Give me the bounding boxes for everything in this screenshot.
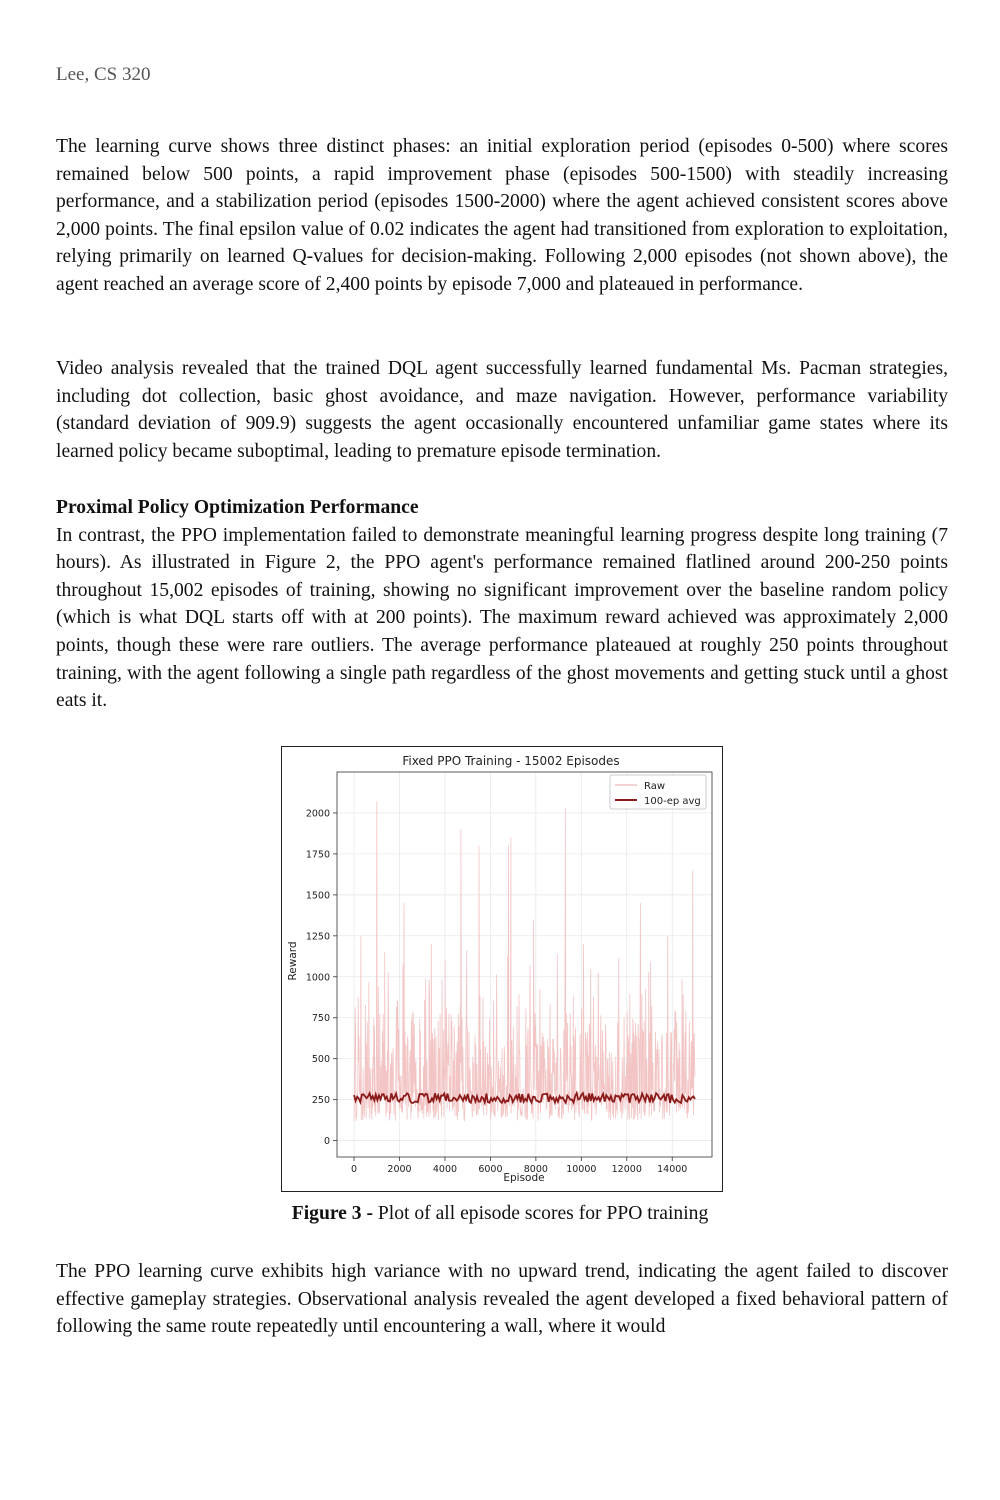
section-ppo bbox=[56, 494, 948, 715]
x-tick-label: 10000 bbox=[566, 1164, 597, 1175]
y-axis-label: Reward bbox=[287, 941, 299, 981]
y-tick-label: 500 bbox=[311, 1054, 330, 1066]
x-tick-label: 12000 bbox=[611, 1164, 642, 1175]
raw-series-line bbox=[354, 802, 695, 1122]
y-tick-label: 2000 bbox=[305, 808, 330, 820]
y-tick-label: 1500 bbox=[305, 890, 330, 902]
y-tick-label: 750 bbox=[311, 1013, 330, 1025]
x-tick-label: 0 bbox=[351, 1164, 358, 1175]
paragraph-ppo-performance: In contrast, the PPO implementation failed to demonstrate meaningful learning progress despite long training (7 hours). As illustrated in Figure 2, the PPO agent's performance remained flatlined around 200-250 points throughout 15,002 episodes of training, showing no significant improvement over the baseline random policy (which is what DQL starts off with at 200 points). The maximum reward achieved was approximately 2,000 points, though these were rare outliers. The average performance plateaued at roughly 250 points throughout training, with the agent following a single path regardless of the ghost movements and getting stuck until a ghost eats it. bbox=[56, 524, 948, 712]
x-tick-label: 2000 bbox=[387, 1164, 412, 1175]
chart-svg bbox=[282, 747, 724, 1193]
section-title: Proximal Policy Optimization Performance bbox=[56, 497, 419, 518]
figure-ppo-chart bbox=[281, 746, 723, 1192]
figure-caption bbox=[0, 1203, 1000, 1225]
x-tick-label: 14000 bbox=[657, 1164, 688, 1175]
y-tick-label: 1750 bbox=[305, 849, 330, 861]
x-tick-label: 6000 bbox=[478, 1164, 503, 1175]
paragraph-video-analysis: Video analysis revealed that the trained DQL agent successfully learned fundamental Ms. Pacman strategies, including dot collection, basic ghost avoidance, and maze navigation. However, performance variability (standard deviation of 909.9) suggests the agent occasionally encountered unfamiliar game states where its learned policy became suboptimal, leading to premature episode termination. bbox=[56, 358, 948, 462]
x-tick-label: 4000 bbox=[432, 1164, 458, 1175]
chart-title: Fixed PPO Training - 15002 Episodes bbox=[402, 754, 620, 768]
y-tick-label: 1250 bbox=[305, 931, 330, 943]
x-axis-label: Episode bbox=[503, 1172, 545, 1184]
raw-series bbox=[354, 802, 695, 1122]
caption-text: Plot of all episode scores for PPO training bbox=[377, 1203, 709, 1224]
legend-avg-label: 100-ep avg bbox=[644, 796, 701, 807]
x-tick-label: 8000 bbox=[523, 1164, 548, 1175]
y-tick-label: 250 bbox=[311, 1095, 330, 1107]
caption-label: Figure 3 - bbox=[291, 1203, 378, 1224]
legend-raw-label: Raw bbox=[644, 781, 666, 792]
paragraph-ppo-learning-curve: The PPO learning curve exhibits high variance with no upward trend, indicating the agent failed to discover effective gameplay strategies. Observational analysis revealed the agent developed a fixed behavioral pattern of following the same route repeatedly until encountering a wall, where it would bbox=[56, 1261, 948, 1338]
y-tick-label: 0 bbox=[323, 1136, 330, 1148]
paragraph-dql-learning-curve: The learning curve shows three distinct phases: an initial exploration period (episodes 0-500) where scores remained below 500 points, a rapid improvement phase (episodes 500-1500) with steadily increasing performance, and a stabilization period (episodes 1500-2000) where the agent achieved consistent scores above 2,000 points. The final epsilon value of 0.02 indicates the agent had transitioned from exploration to exploitation, relying primarily on learned Q-values for decision-making. Following 2,000 episodes (not shown above), the agent reached an average score of 2,400 points by episode 7,000 and plateaued in performance. bbox=[56, 136, 948, 295]
chart-legend bbox=[610, 775, 706, 809]
y-tick-label: 1000 bbox=[305, 972, 330, 984]
running-head: Lee, CS 320 bbox=[56, 64, 151, 85]
